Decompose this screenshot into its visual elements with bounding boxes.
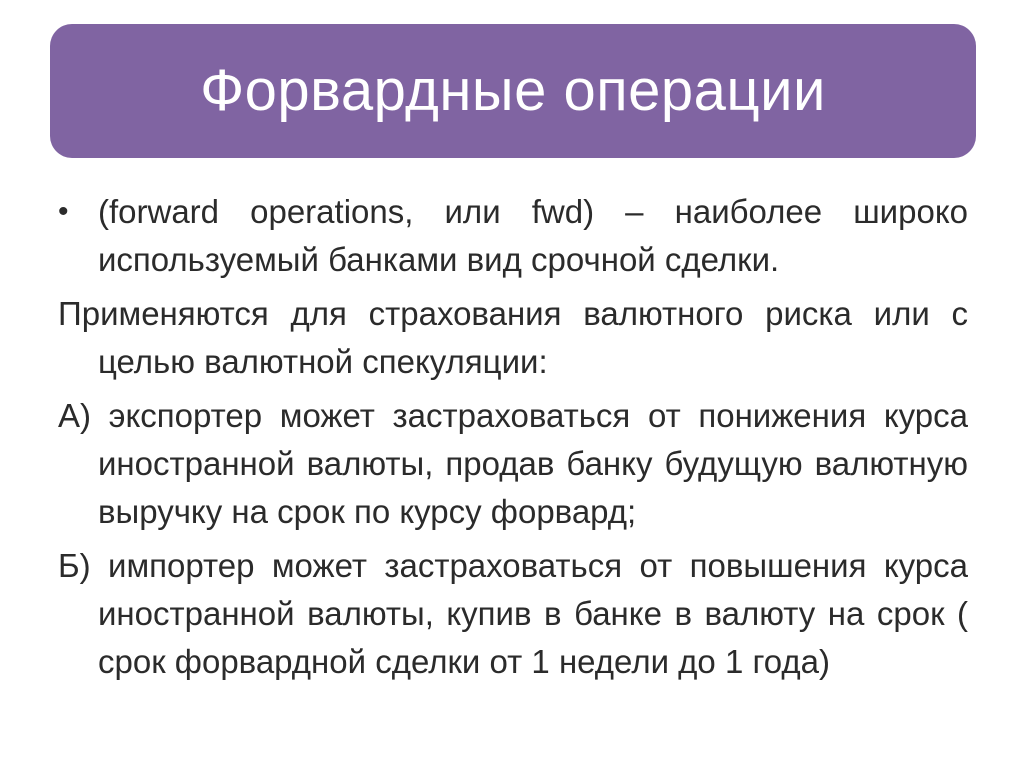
slide-title: Форвардные операции bbox=[200, 58, 826, 123]
slide-body bbox=[58, 188, 968, 692]
paragraph-text: (forward operations, или fwd) – наиболее широко используемый банками вид срочной сделки. bbox=[98, 193, 968, 278]
bullet-marker: • bbox=[58, 195, 69, 228]
paragraph-purpose: Применяются для страхования валютного риска или с целью валютной спекуляции: bbox=[58, 295, 968, 380]
bullet-paragraph-forward-definition bbox=[58, 188, 968, 284]
paragraph-importer: Б) импортер может застраховаться от повышения курса иностранной валюты, купив в банке в валюту на срок ( срок форвардной сделки от 1 недели до 1 года) bbox=[58, 547, 968, 680]
paragraph-exporter: А) экспортер может застраховаться от понижения курса иностранной валюты, продав банку будущую валютную выручку на срок по курсу форвард; bbox=[58, 397, 968, 530]
slide-title-bar bbox=[50, 24, 976, 158]
